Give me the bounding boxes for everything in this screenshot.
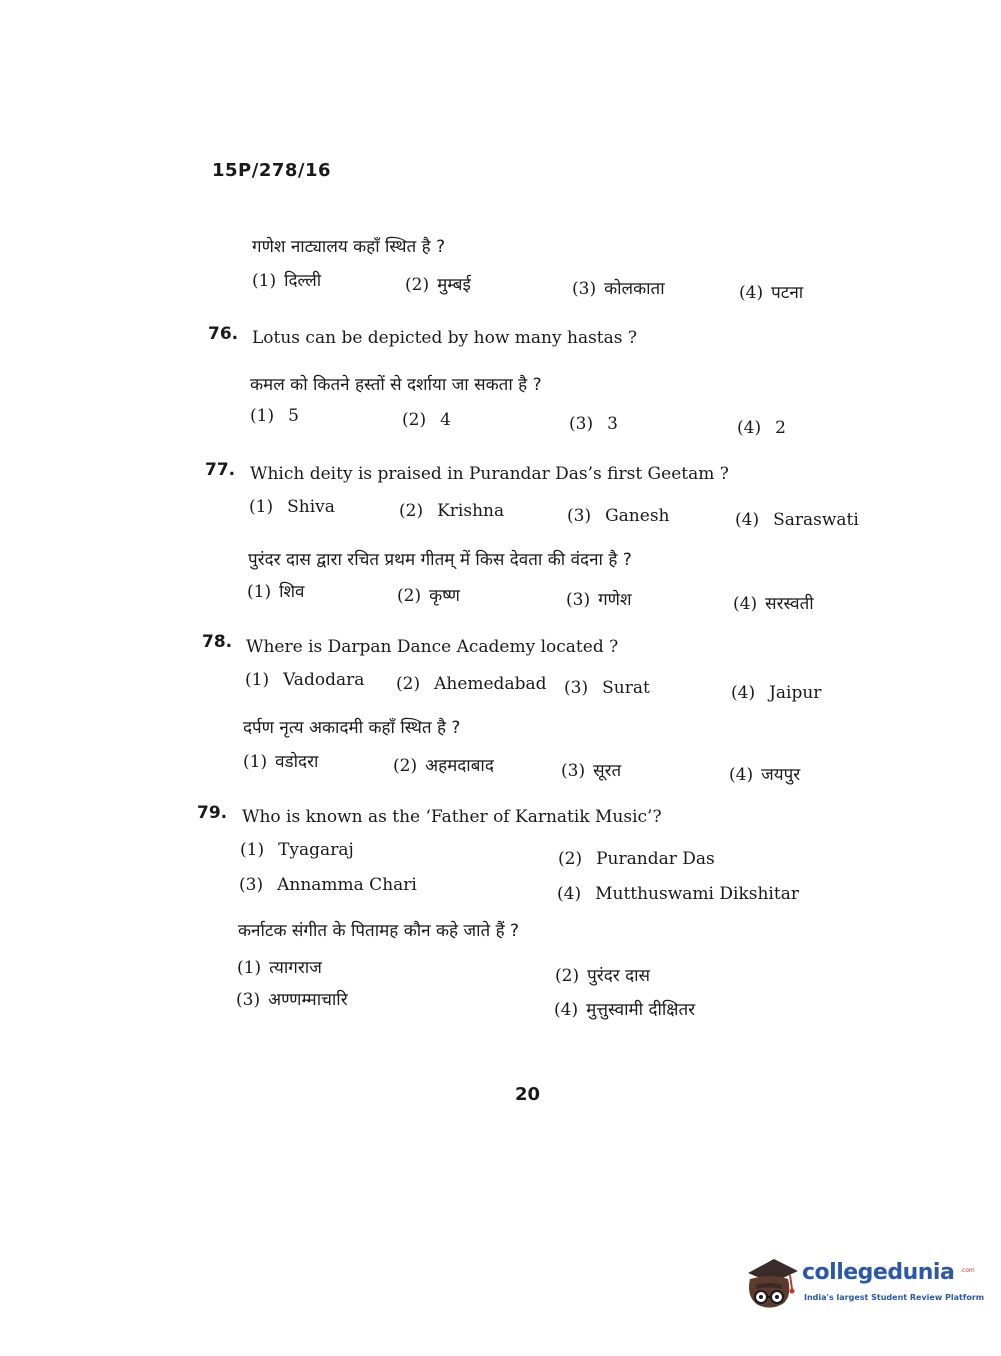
q77-hindi-text: पुरंदर दास द्वारा रचित प्रथम गीतम् में किस देवता की वंदना है ? — [248, 550, 632, 570]
q75-hindi-text: गणेश नाट्यालय कहाँ स्थित है ? — [252, 237, 446, 257]
q76-number: 76. — [208, 324, 239, 344]
q78-text: Where is Darpan Dance Academy located ? — [246, 637, 619, 657]
q76-option-1: (1) 5 — [250, 406, 299, 426]
q77-hindi-option-1: (1) शिव — [247, 582, 305, 602]
q79-hindi-option-4: (4) मुत्तुस्वामी दीक्षितर — [554, 1000, 696, 1020]
q77-option-4: (4) Saraswati — [735, 510, 859, 530]
q77-hindi-option-2: (2) कृष्ण — [397, 586, 460, 606]
q79-option-3: (3) Annamma Chari — [239, 875, 417, 895]
q79-hindi-text: कर्नाटक संगीत के पितामह कौन कहे जाते हैं ? — [238, 921, 520, 941]
q78-number: 78. — [202, 632, 233, 652]
logo-tagline: India's largest Student Review Platform — [804, 1293, 985, 1302]
q79-option-4: (4) Mutthuswami Dikshitar — [557, 884, 799, 904]
collegedunia-logo — [742, 1253, 985, 1315]
q78-hindi-option-2: (2) अहमदाबाद — [393, 756, 494, 776]
q78-hindi-option-1: (1) वडोदरा — [243, 752, 319, 772]
paper-code: 15P/278/16 — [212, 160, 332, 181]
q78-option-1: (1) Vadodara — [245, 670, 365, 690]
q79-hindi-option-1: (1) त्यागराज — [237, 958, 322, 978]
q78-hindi-option-3: (3) सूरत — [561, 761, 622, 781]
q78-hindi-text: दर्पण नृत्य अकादमी कहाँ स्थित है ? — [243, 718, 461, 738]
q79-number: 79. — [197, 803, 228, 823]
q79-text: Who is known as the ‘Father of Karnatik Music’? — [242, 807, 662, 827]
q78-option-3: (3) Surat — [564, 678, 650, 698]
q79-option-1: (1) Tyagaraj — [240, 840, 354, 860]
q78-option-2: (2) Ahemedabad — [396, 674, 547, 694]
q77-option-3: (3) Ganesh — [567, 506, 670, 526]
q76-option-2: (2) 4 — [402, 410, 451, 430]
logo-dotcom: .com — [960, 1267, 975, 1274]
q77-option-1: (1) Shiva — [249, 497, 335, 517]
q76-hindi-text: कमल को कितने हस्तों से दर्शाया जा सकता है ? — [250, 375, 542, 395]
q79-hindi-option-3: (3) अण्णम्माचारि — [236, 990, 348, 1010]
q79-hindi-option-2: (2) पुरंदर दास — [555, 966, 651, 986]
page-number: 20 — [515, 1084, 541, 1105]
q75-hindi-option-3: (3) कोलकाता — [572, 279, 665, 299]
q76-option-4: (4) 2 — [737, 418, 786, 438]
q77-number: 77. — [205, 460, 236, 480]
q78-hindi-option-4: (4) जयपुर — [729, 765, 801, 785]
q77-option-2: (2) Krishna — [399, 501, 505, 521]
mascot-icon — [742, 1253, 800, 1315]
q78-option-4: (4) Jaipur — [731, 683, 822, 703]
logo-name: collegedunia — [802, 1260, 955, 1285]
q77-text: Which deity is praised in Purandar Das’s first Geetam ? — [250, 464, 729, 484]
q76-text: Lotus can be depicted by how many hastas ? — [252, 328, 638, 348]
q76-option-3: (3) 3 — [569, 414, 618, 434]
q75-hindi-option-2: (2) मुम्बई — [405, 275, 471, 295]
q75-hindi-option-4: (4) पटना — [739, 283, 804, 303]
q79-option-2: (2) Purandar Das — [558, 849, 715, 869]
q77-hindi-option-3: (3) गणेश — [566, 590, 632, 610]
q75-hindi-option-1: (1) दिल्ली — [252, 271, 322, 291]
q77-hindi-option-4: (4) सरस्वती — [733, 594, 814, 614]
